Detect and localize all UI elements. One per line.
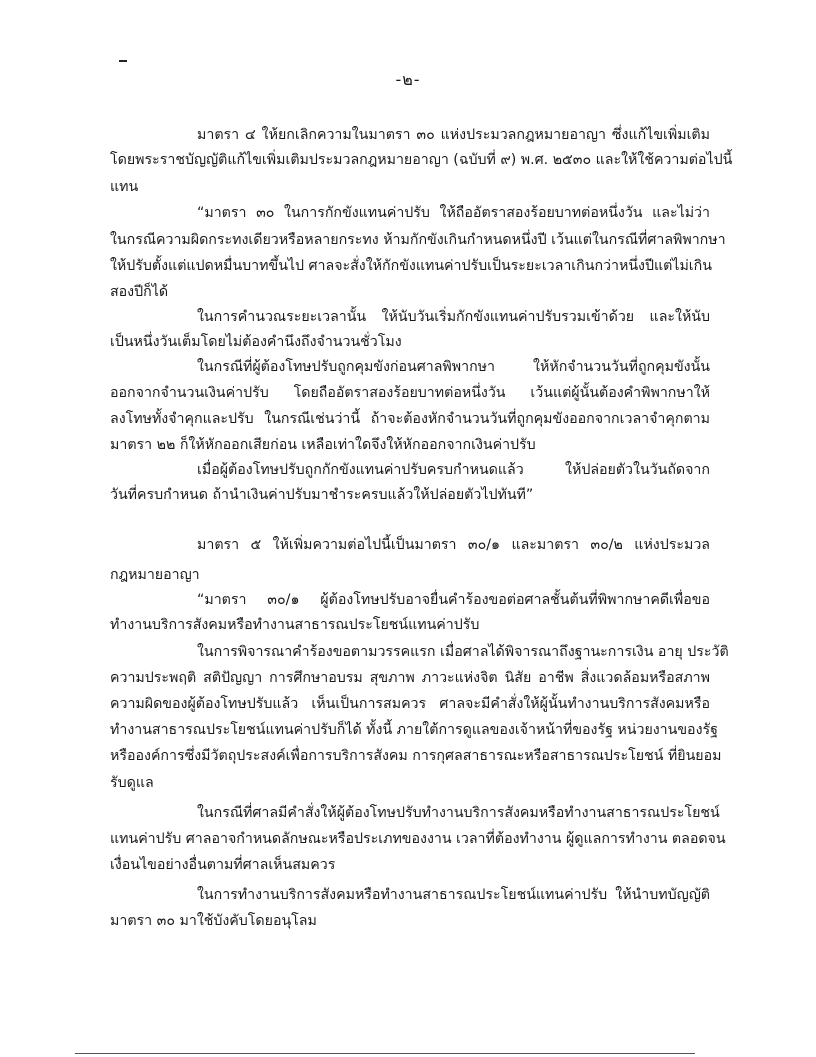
paragraph-line: เป็นหนึ่งวันเต็มโดยไม่ต้องคำนึงถึงจำนวนชั่วโมง <box>110 334 402 350</box>
paragraph-line: ให้ปรับตั้งแต่แปดหมื่นบาทขึ้นไป ศาลจะสั่งให้กักขังแทนค่าปรับเป็นระยะเวลาเกินกว่าหนึ่งปีแต่ไม่เกิน <box>110 258 712 274</box>
paragraph-line: โดยพระราชบัญญัติแก้ไขเพิ่มเติมประมวลกฎหมายอาญา (ฉบับที่ ๙) พ.ศ. ๒๕๓๐ และให้ใช้ความต่อไปนี้ <box>110 152 733 168</box>
paragraph-line: มาตรา ๒๒ ก็ให้หักออกเสียก่อน เหลือเท่าใดจึงให้หักออกจากเงินค่าปรับ <box>110 437 536 453</box>
paragraph-line: ในกรณีที่ศาลมีคำสั่งให้ผู้ต้องโทษปรับทำงานบริการสังคมหรือทำงานสาธารณประโยชน์ <box>197 805 720 821</box>
paragraph-line: ความผิดของผู้ต้องโทษปรับแล้ว เห็นเป็นการสมควร ศาลจะมีคำสั่งให้ผู้นั้นทำงานบริการสังคมหรือ <box>110 696 710 712</box>
paragraph-line: ออกจากจำนวนเงินค่าปรับ โดยถืออัตราสองร้อยบาทต่อหนึ่งวัน เว้นแต่ผู้นั้นต้องคำพิพากษาให้ <box>110 385 710 401</box>
paragraph-line: สองปีก็ได้ <box>110 284 169 300</box>
paragraph-line: “มาตรา ๓๐ ในการกักขังแทนค่าปรับ ให้ถืออัตราสองร้อยบาทต่อหนึ่งวัน และไม่ว่า <box>197 205 710 221</box>
paragraph-line: เงื่อนไขอย่างอื่นตามที่ศาลเห็นสมควร <box>110 857 336 873</box>
paragraph-line: มาตรา ๔ ให้ยกเลิกความในมาตรา ๓๐ แห่งประมวลกฎหมายอาญา ซึ่งแก้ไขเพิ่มเติม <box>197 127 710 143</box>
scan-bottom-edge <box>75 1053 695 1054</box>
paragraph-line: “มาตรา ๓๐/๑ ผู้ต้องโทษปรับอาจยื่นคำร้องขอต่อศาลชั้นต้นที่พิพากษาคดีเพื่อขอ <box>197 592 710 608</box>
paragraph-line: ทำงานสาธารณประโยชน์แทนค่าปรับก็ได้ ทั้งนี้ ภายใต้การดูแลของเจ้าหน้าที่ของรัฐ หน่วยงานของรัฐ <box>110 722 718 738</box>
paragraph-line: ในการพิจารณาคำร้องขอตามวรรคแรก เมื่อศาลได้พิจารณาถึงฐานะการเงิน อายุ ประวัติ <box>197 644 729 660</box>
paragraph-line: ในกรณีที่ผู้ต้องโทษปรับถูกคุมขังก่อนศาลพิพากษา ให้หักจำนวนวันที่ถูกคุมขังนั้น <box>197 359 710 375</box>
paragraph-line: เมื่อผู้ต้องโทษปรับถูกกักขังแทนค่าปรับครบกำหนดแล้ว ให้ปล่อยตัวในวันถัดจาก <box>197 462 710 478</box>
paragraph-line: มาตรา ๕ ให้เพิ่มความต่อไปนี้เป็นมาตรา ๓๐/๑ และมาตรา ๓๐/๒ แห่งประมวล <box>197 537 710 553</box>
paragraph-line: ในการทำงานบริการสังคมหรือทำงานสาธารณประโยชน์แทนค่าปรับ ให้นำบทบัญญัติ <box>197 887 710 903</box>
paragraph-line: รับดูแล <box>110 775 154 791</box>
paragraph-line: แทนค่าปรับ ศาลอาจกำหนดลักษณะหรือประเภทของงาน เวลาที่ต้องทำงาน ผู้ดูแลการทำงาน ตลอดจน <box>110 831 726 847</box>
paragraph-line: ในการคำนวณระยะเวลานั้น ให้นับวันเริ่มกักขังแทนค่าปรับรวมเข้าด้วย และให้นับ <box>197 309 710 325</box>
paragraph-line: ความประพฤติ สติปัญญา การศึกษาอบรม สุขภาพ ภาวะแห่งจิต นิสัย อาชีพ สิ่งแวดล้อมหรือสภาพ <box>110 670 710 686</box>
page-number: -๒- <box>395 70 421 89</box>
paragraph-line: ทำงานบริการสังคมหรือทำงานสาธารณประโยชน์แทนค่าปรับ <box>110 617 480 633</box>
paragraph-line: แทน <box>110 179 139 195</box>
paragraph-line: ในกรณีความผิดกระทงเดียวหรือหลายกระทง ห้ามกักขังเกินกำหนดหนึ่งปี เว้นแต่ในกรณีที่ศาลพิพากษา <box>110 232 726 248</box>
paragraph-line: กฎหมายอาญา <box>110 567 200 583</box>
paragraph-line: มาตรา ๓๐ มาใช้บังคับโดยอนุโลม <box>110 913 317 929</box>
paragraph-line: ลงโทษทั้งจำคุกและปรับ ในกรณีเช่นว่านี้ ถ้าจะต้องหักจำนวนวันที่ถูกคุมขังออกจากเวลาจำคุกตาม <box>110 411 710 427</box>
paragraph-line: วันที่ครบกำหนด ถ้านำเงินค่าปรับมาชำระครบแล้วให้ปล่อยตัวไปทันที” <box>110 487 534 503</box>
scan-mark <box>119 60 127 62</box>
paragraph-line: หรือองค์การซึ่งมีวัตถุประสงค์เพื่อการบริการสังคม การกุศลสาธารณะหรือสาธารณประโยชน์ ที่ยินยอม <box>110 748 722 764</box>
